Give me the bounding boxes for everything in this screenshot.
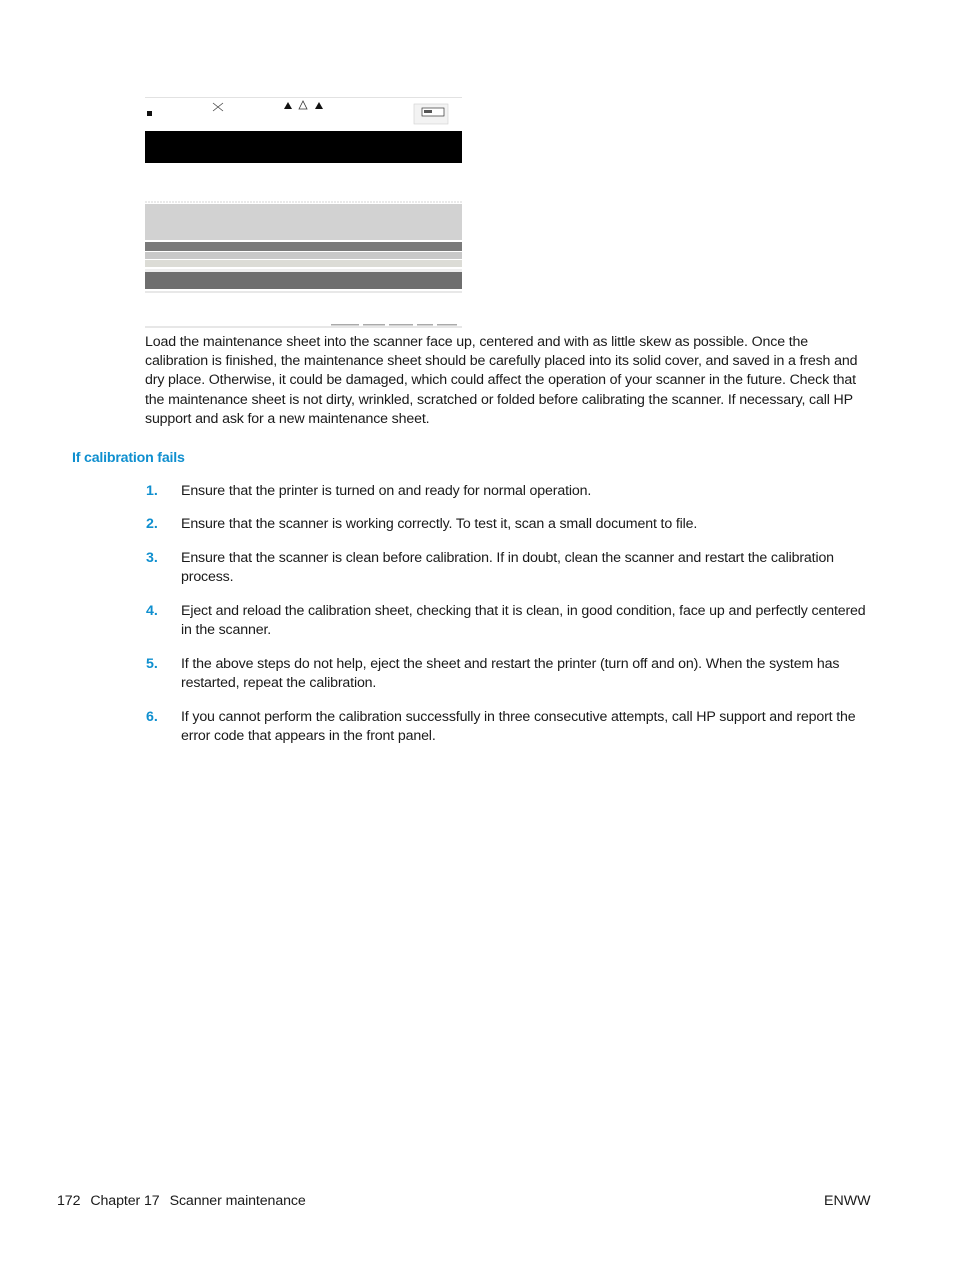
chapter-title: Scanner maintenance bbox=[169, 1193, 306, 1209]
step-text: If you cannot perform the calibration successfully in three consecutive attempts, call HP support and report the error code that appears in the front panel. bbox=[181, 709, 856, 745]
step-number: 6. bbox=[146, 709, 158, 725]
page-number: 172 bbox=[57, 1193, 81, 1209]
step-number: 4. bbox=[146, 603, 158, 619]
page-footer bbox=[57, 1193, 316, 1209]
step-text: Ensure that the scanner is clean before calibration. If in doubt, clean the scanner and restart the calibration process. bbox=[181, 550, 834, 586]
step-text: Ensure that the printer is turned on and ready for normal operation. bbox=[181, 483, 592, 499]
step-number: 2. bbox=[146, 516, 158, 532]
step-text: If the above steps do not help, eject the sheet and restart the printer (turn off and on). When the system has restarted, repeat the calibration. bbox=[181, 656, 840, 692]
step-number: 1. bbox=[146, 483, 158, 499]
step-text: Eject and reload the calibration sheet, checking that it is clean, in good condition, face up and perfectly centered in the scanner. bbox=[181, 603, 866, 639]
step-number: 3. bbox=[146, 550, 158, 566]
intro-paragraph: Load the maintenance sheet into the scanner face up, centered and with as little skew as possible. Once the calibration is finished, the maintenance sheet should be carefully placed into its solid cover, and saved in a fresh and dry place. Otherwise, it could be damaged, which could affect the operation of your scanner in the future. Check that the maintenance sheet is not dirty, wrinkled, scratched or folded before calibrating the scanner. If necessary, call HP support and ask for a new maintenance sheet. bbox=[145, 334, 858, 427]
step-number: 5. bbox=[146, 656, 158, 672]
maintenance-sheet-image bbox=[145, 97, 462, 329]
step-text: Ensure that the scanner is working correctly. To test it, scan a small document to file. bbox=[181, 516, 698, 532]
section-heading: If calibration fails bbox=[72, 450, 185, 466]
chapter-label: Chapter 17 bbox=[90, 1193, 160, 1209]
locale-code: ENWW bbox=[824, 1193, 871, 1209]
